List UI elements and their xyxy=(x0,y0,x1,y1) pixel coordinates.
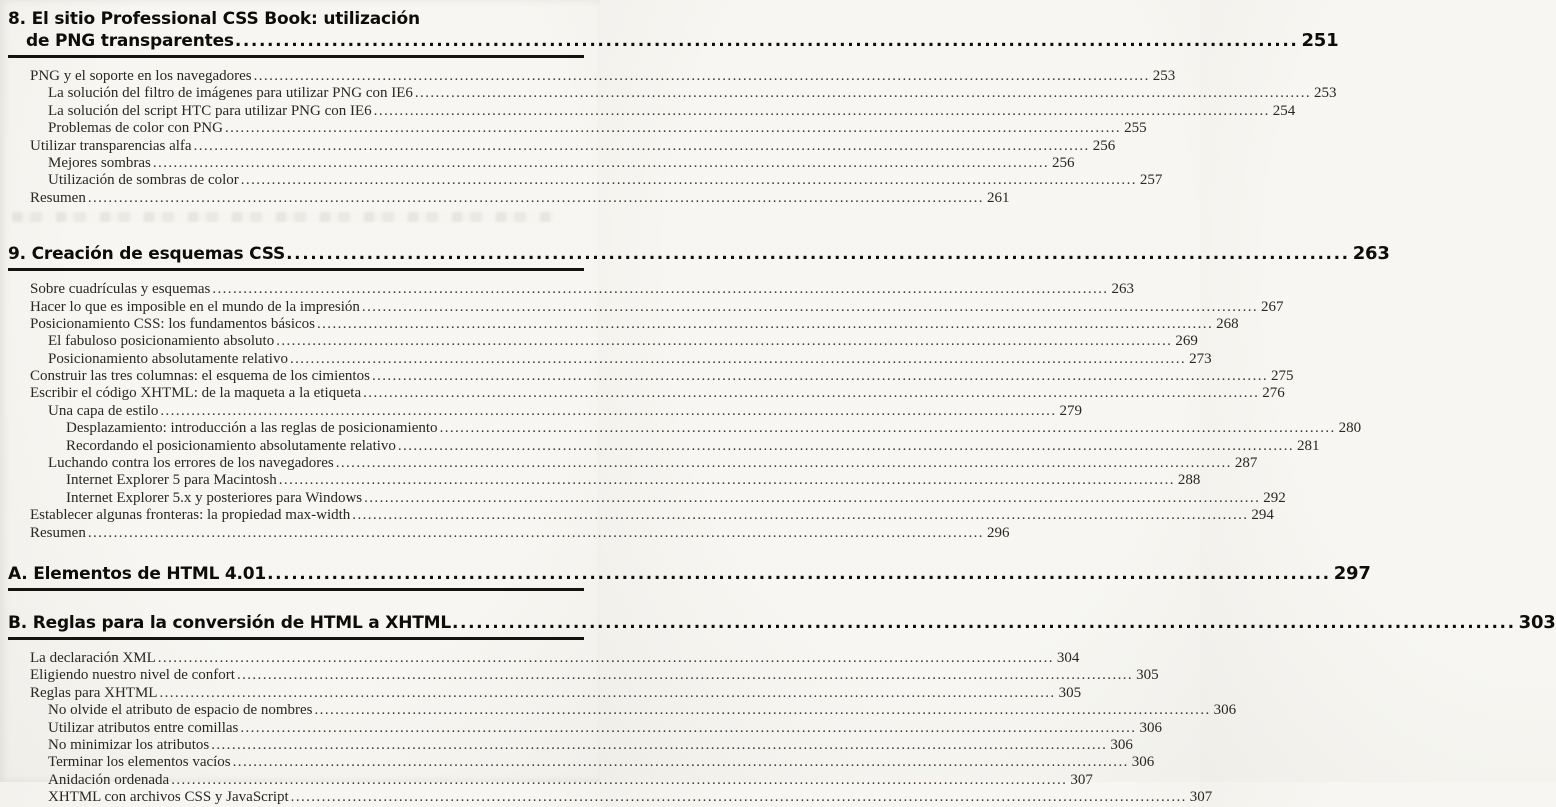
chapter-page-number: 303 xyxy=(1518,611,1556,633)
toc-entry xyxy=(8,137,1116,155)
toc-entry-page-number: 306 xyxy=(1131,754,1155,771)
chapter-dot-leader-icon xyxy=(286,244,1350,265)
toc-entry-title: Hacer lo que es imposible en el mundo de la impresión xyxy=(30,298,360,315)
toc-entry-page-number: 281 xyxy=(1297,437,1320,454)
toc-entry-page-number: 275 xyxy=(1271,368,1294,385)
toc-entry-page-number: 263 xyxy=(1111,281,1134,298)
dot-leader-icon xyxy=(254,68,1150,85)
toc-entry-page-number: 268 xyxy=(1216,315,1239,332)
toc-entry xyxy=(8,85,1337,102)
toc-entry-page-number: 306 xyxy=(1139,719,1162,736)
dot-leader-icon xyxy=(171,772,1067,789)
toc-section xyxy=(8,611,1556,807)
toc-entry xyxy=(8,455,1258,472)
dot-leader-icon xyxy=(362,299,1258,316)
toc-entry-page-number: 306 xyxy=(1110,736,1133,753)
toc-entry-title: Utilización de sombras de color xyxy=(48,172,239,189)
dot-leader-icon xyxy=(291,789,1187,806)
chapter-dot-leader-icon xyxy=(235,31,1299,52)
toc-entry xyxy=(8,507,1274,524)
toc-entry-page-number: 307 xyxy=(1189,789,1213,806)
toc-entry-title: Posicionamiento absolutamente relativo xyxy=(48,350,288,367)
toc-entry-title: La solución del filtro de imágenes para utilizar PNG con IE6 xyxy=(48,85,413,102)
toc-entry-title: XHTML con archivos CSS y JavaScript xyxy=(48,789,289,806)
dot-leader-icon xyxy=(160,403,1056,420)
toc-entry-title: Construir las tres columnas: el esquema de los cimientos xyxy=(30,368,370,385)
toc-entry-page-number: 273 xyxy=(1189,350,1212,367)
toc-entry-title: Utilizar transparencias alfa xyxy=(30,137,192,154)
chapter-heading-rule xyxy=(8,55,584,58)
dot-leader-icon xyxy=(159,685,1055,702)
toc-entry-page-number: 304 xyxy=(1056,649,1080,666)
toc-entry xyxy=(8,68,1176,85)
toc-entry-page-number: 276 xyxy=(1262,385,1285,402)
toc-entry-page-number: 287 xyxy=(1234,455,1258,472)
chapter-page-number: 251 xyxy=(1301,30,1339,51)
toc-section xyxy=(8,243,1390,542)
toc-entry-title: Posicionamiento CSS: los fundamentos básicos xyxy=(30,315,315,332)
toc-entry-page-number: 256 xyxy=(1092,137,1116,154)
toc-entry-title: Sobre cuadrículas y esquemas xyxy=(30,281,211,298)
toc-entry xyxy=(8,385,1285,402)
dot-leader-icon xyxy=(88,190,984,207)
toc-entry-page-number: 296 xyxy=(986,524,1010,541)
toc-entry xyxy=(8,189,1010,207)
bleed-through-artifact xyxy=(12,212,554,222)
dot-leader-icon xyxy=(315,702,1211,719)
chapter-page-number: 263 xyxy=(1352,243,1390,265)
toc-entry xyxy=(8,736,1133,754)
dot-leader-icon xyxy=(279,472,1175,489)
toc-entry-page-number: 305 xyxy=(1136,667,1159,684)
toc-entry-title: El fabuloso posicionamiento absoluto xyxy=(48,333,275,350)
dot-leader-icon xyxy=(352,507,1248,524)
toc-entry xyxy=(8,350,1212,368)
toc-entry-page-number: 255 xyxy=(1124,120,1147,137)
toc-entry-page-number: 280 xyxy=(1338,420,1362,437)
toc-entry-title: La solución del script HTC para utilizar PNG con IE6 xyxy=(48,102,372,119)
chapter-heading-rule xyxy=(8,588,584,591)
toc-entry-title: Internet Explorer 5.x y posteriores para Windows xyxy=(66,489,363,506)
toc-entry-title: Resumen xyxy=(30,524,86,541)
toc-entry-title: Internet Explorer 5 para Macintosh xyxy=(66,472,277,489)
chapter-dot-leader-icon xyxy=(267,564,1331,585)
chapter-heading-line1 xyxy=(8,243,1390,265)
toc-entry-list xyxy=(8,281,1362,542)
chapter-heading-line2 xyxy=(8,30,1339,52)
toc-entry-list xyxy=(8,649,1237,807)
toc-entry-page-number: 261 xyxy=(986,189,1010,206)
toc-entry xyxy=(8,649,1080,667)
dot-leader-icon xyxy=(153,155,1049,172)
toc-entry xyxy=(8,437,1320,455)
toc-entry-title: No olvide el atributo de espacio de nombres xyxy=(48,702,313,719)
dot-leader-icon xyxy=(317,316,1213,333)
toc-entry xyxy=(8,172,1163,189)
chapter-heading xyxy=(8,562,1371,585)
toc-entry xyxy=(8,154,1075,172)
chapter-heading-title: A. Elementos de HTML 4.01 xyxy=(8,563,267,584)
toc-entry xyxy=(8,333,1198,350)
toc-entry xyxy=(8,667,1159,684)
toc-entry-title: Terminar los elementos vacíos xyxy=(48,754,231,771)
toc-entry-title: No minimizar los atributos xyxy=(48,736,210,753)
chapter-page-number: 297 xyxy=(1333,562,1371,584)
toc-entry-page-number: 256 xyxy=(1052,154,1075,171)
dot-leader-icon xyxy=(363,385,1259,402)
toc-entry-title: Escribir el código XHTML: de la maqueta a la etiqueta xyxy=(30,385,362,402)
toc-content xyxy=(8,9,1556,807)
chapter-heading xyxy=(8,243,1390,265)
dot-leader-icon xyxy=(225,120,1121,137)
toc-entry-page-number: 257 xyxy=(1139,172,1163,189)
toc-entry xyxy=(8,420,1362,437)
toc-entry-title: La declaración XML xyxy=(30,649,156,666)
toc-entry-title: Eligiendo nuestro nivel de confort xyxy=(30,667,235,684)
toc-entry-title: Mejores sombras xyxy=(48,154,151,171)
toc-entry-list xyxy=(8,68,1337,207)
toc-section xyxy=(8,562,1371,591)
dot-leader-icon xyxy=(276,333,1172,350)
chapter-heading-title: B. Reglas para la conversión de HTML a XHTML xyxy=(8,612,451,633)
dot-leader-icon xyxy=(241,172,1137,189)
dot-leader-icon xyxy=(194,138,1090,155)
chapter-heading xyxy=(8,9,1339,52)
toc-entry-page-number: 253 xyxy=(1152,68,1176,84)
chapter-heading-line1: 8. El sitio Professional CSS Book: utilización xyxy=(8,9,420,29)
toc-entry-title: Reglas para XHTML xyxy=(30,684,158,701)
dot-leader-icon xyxy=(398,438,1294,455)
toc-entry xyxy=(8,298,1284,316)
dot-leader-icon xyxy=(233,754,1129,771)
toc-entry-title: Una capa de estilo xyxy=(48,402,159,419)
dot-leader-icon xyxy=(237,667,1133,684)
chapter-heading-line1 xyxy=(8,611,1556,634)
dot-leader-icon xyxy=(364,490,1260,507)
toc-entry xyxy=(8,315,1239,333)
toc-entry-page-number: 254 xyxy=(1272,102,1296,119)
chapter-heading-title: de PNG transparentes xyxy=(26,31,234,51)
toc-entry xyxy=(8,684,1082,702)
toc-entry-title: PNG y el soporte en los navegadores xyxy=(30,68,252,84)
toc-entry-title: Luchando contra los errores de los navegadores xyxy=(48,455,334,472)
toc-entry-title: Problemas de color con PNG xyxy=(48,120,223,137)
toc-entry xyxy=(8,368,1294,385)
chapter-dot-leader-icon xyxy=(452,613,1516,634)
toc-entry xyxy=(8,120,1147,137)
toc-entry-page-number: 307 xyxy=(1070,771,1093,788)
toc-entry xyxy=(8,789,1213,806)
toc-entry xyxy=(8,702,1237,719)
toc-entry-page-number: 305 xyxy=(1058,684,1082,701)
dot-leader-icon xyxy=(212,281,1108,298)
dot-leader-icon xyxy=(440,420,1336,437)
toc-entry-page-number: 288 xyxy=(1177,472,1201,489)
toc-entry-title: Establecer algunas fronteras: la propiedad max-width xyxy=(30,507,351,524)
toc-entry-page-number: 279 xyxy=(1059,402,1082,419)
dot-leader-icon xyxy=(372,368,1268,385)
toc-entry-page-number: 269 xyxy=(1175,333,1198,350)
toc-entry-title: Desplazamiento: introducción a las reglas de posicionamiento xyxy=(66,420,438,437)
chapter-heading-rule xyxy=(8,268,584,271)
toc-entry xyxy=(8,771,1093,789)
toc-entry-title: Resumen xyxy=(30,189,86,206)
toc-entry xyxy=(8,719,1162,737)
toc-section xyxy=(8,9,1339,207)
toc-entry xyxy=(8,524,1010,542)
chapter-heading xyxy=(8,611,1556,634)
toc-entry xyxy=(8,402,1082,420)
dot-leader-icon xyxy=(211,737,1107,754)
dot-leader-icon xyxy=(240,720,1136,737)
toc-entry-page-number: 267 xyxy=(1261,298,1284,315)
toc-entry xyxy=(8,754,1155,771)
dot-leader-icon xyxy=(158,650,1054,667)
dot-leader-icon xyxy=(290,351,1186,368)
toc-entry-title: Recordando el posicionamiento absolutamente relativo xyxy=(66,437,396,454)
toc-entry xyxy=(8,281,1134,298)
dot-leader-icon xyxy=(88,525,984,542)
toc-entry xyxy=(8,472,1201,489)
chapter-heading-line1 xyxy=(8,562,1371,585)
toc-entry-page-number: 292 xyxy=(1263,489,1286,506)
dot-leader-icon xyxy=(374,103,1270,120)
dot-leader-icon xyxy=(415,85,1311,102)
toc-entry-title: Anidación ordenada xyxy=(48,771,170,788)
dot-leader-icon xyxy=(336,455,1232,472)
toc-entry-page-number: 306 xyxy=(1213,702,1237,719)
chapter-heading-title: 9. Creación de esquemas CSS xyxy=(8,244,286,265)
toc-entry-title: Utilizar atributos entre comillas xyxy=(48,719,239,736)
toc-entry-page-number: 253 xyxy=(1314,85,1337,102)
toc-entry xyxy=(8,102,1296,120)
chapter-heading-rule xyxy=(8,637,584,640)
toc-entry xyxy=(8,489,1286,507)
toc-entry-page-number: 294 xyxy=(1251,507,1274,524)
